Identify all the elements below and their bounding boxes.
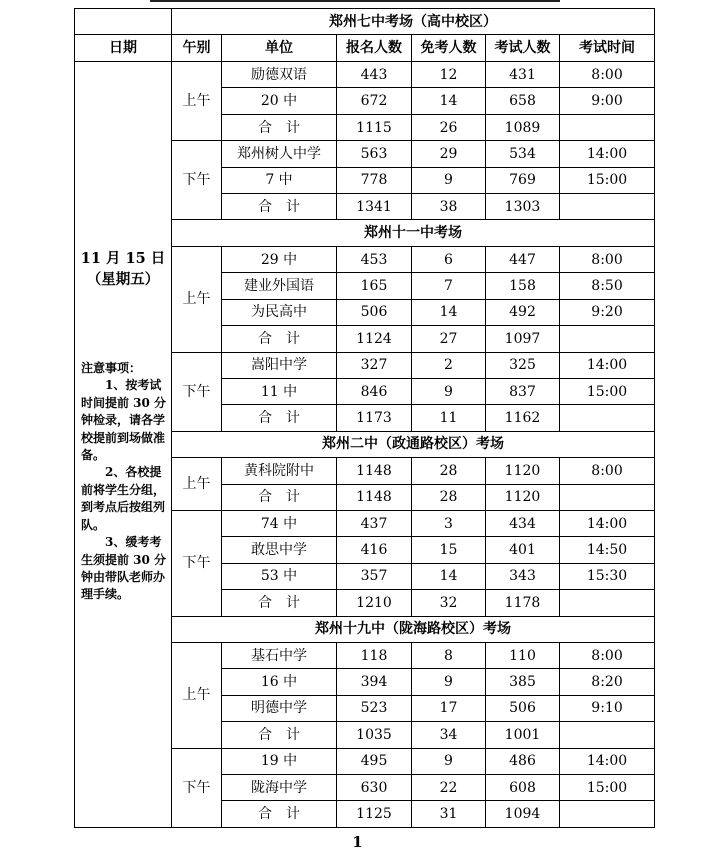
unit-name: 嵩阳中学 (222, 352, 337, 378)
period-afternoon: 下午 (172, 141, 222, 220)
unit-name: 11 中 (222, 378, 337, 404)
exam-time: 15:00 (560, 378, 655, 404)
header-time: 考试时间 (560, 35, 655, 62)
notes-box (81, 360, 167, 604)
unit-name: 19 中 (222, 748, 337, 774)
registered-count: 443 (337, 62, 412, 88)
header-registered: 报名人数 (337, 35, 412, 62)
total-time-empty (560, 326, 655, 352)
exempt-count: 9 (412, 167, 486, 193)
examinee-count: 506 (486, 695, 560, 721)
exam-schedule-table (74, 8, 655, 828)
exam-time: 14:50 (560, 537, 655, 563)
exempt-count: 3 (412, 510, 486, 536)
unit-name: 53 中 (222, 563, 337, 589)
exam-time: 14:00 (560, 352, 655, 378)
exam-time: 8:50 (560, 273, 655, 299)
examinee-count: 1120 (486, 458, 560, 484)
total-label: 合 计 (222, 590, 337, 616)
total-examinees: 1178 (486, 590, 560, 616)
exempt-count: 7 (412, 273, 486, 299)
period-morning: 上午 (172, 62, 222, 141)
total-time-empty (560, 484, 655, 510)
period-morning: 上午 (172, 642, 222, 748)
examinee-count: 658 (486, 88, 560, 114)
header-period: 午别 (172, 35, 222, 62)
header-examinees: 考试人数 (486, 35, 560, 62)
registered-count: 672 (337, 88, 412, 114)
examinee-count: 769 (486, 167, 560, 193)
total-time-empty (560, 194, 655, 220)
registered-count: 327 (337, 352, 412, 378)
examinee-count: 385 (486, 669, 560, 695)
unit-name: 基石中学 (222, 642, 337, 668)
exempt-count: 14 (412, 563, 486, 589)
total-label: 合 计 (222, 484, 337, 510)
total-exempt: 31 (412, 801, 486, 828)
registered-count: 523 (337, 695, 412, 721)
venue-title: 郑州七中考场（高中校区） (172, 9, 655, 35)
period-afternoon: 下午 (172, 510, 222, 616)
exempt-count: 8 (412, 642, 486, 668)
period-morning: 上午 (172, 246, 222, 352)
exam-time: 8:00 (560, 246, 655, 272)
total-exempt: 34 (412, 722, 486, 748)
registered-count: 506 (337, 299, 412, 325)
unit-name: 7 中 (222, 167, 337, 193)
exempt-count: 14 (412, 299, 486, 325)
unit-name: 明德中学 (222, 695, 337, 721)
column-header-row (75, 35, 655, 62)
header-rule (150, 0, 560, 2)
exam-time: 14:00 (560, 748, 655, 774)
venue-title: 郑州十九中（陇海路校区）考场 (172, 616, 655, 642)
notes-item-1: 1、按考试时间提前 30 分钟检录，请各学校提前到场做准备。 (81, 378, 167, 463)
exempt-count: 14 (412, 88, 486, 114)
exam-date-weekday: （星期五） (86, 271, 160, 289)
exempt-count: 12 (412, 62, 486, 88)
exempt-count: 9 (412, 378, 486, 404)
examinee-count: 401 (486, 537, 560, 563)
venue-title: 郑州二中（政通路校区）考场 (172, 431, 655, 457)
total-registered: 1173 (337, 405, 412, 431)
period-afternoon: 下午 (172, 352, 222, 431)
exam-time: 9:20 (560, 299, 655, 325)
notes-item-2: 2、各校提前将学生分组，到考点后按组列队。 (81, 465, 166, 532)
registered-count: 630 (337, 775, 412, 801)
total-label: 合 计 (222, 405, 337, 431)
header-exempt: 免考人数 (412, 35, 486, 62)
venue-title: 郑州十一中考场 (172, 220, 655, 246)
unit-name: 郑州树人中学 (222, 141, 337, 167)
exempt-count: 29 (412, 141, 486, 167)
exempt-count: 17 (412, 695, 486, 721)
examinee-count: 486 (486, 748, 560, 774)
exam-time: 9:00 (560, 88, 655, 114)
unit-name: 黄科院附中 (222, 458, 337, 484)
total-exempt: 26 (412, 114, 486, 140)
exam-time: 8:00 (560, 458, 655, 484)
total-exempt: 28 (412, 484, 486, 510)
unit-name: 16 中 (222, 669, 337, 695)
total-registered: 1210 (337, 590, 412, 616)
total-exempt: 11 (412, 405, 486, 431)
total-exempt: 32 (412, 590, 486, 616)
examinee-count: 447 (486, 246, 560, 272)
exam-time: 8:20 (560, 669, 655, 695)
total-registered: 1035 (337, 722, 412, 748)
unit-name: 励德双语 (222, 62, 337, 88)
schedule-row (75, 62, 655, 88)
registered-count: 846 (337, 378, 412, 404)
examinee-count: 534 (486, 141, 560, 167)
period-morning: 上午 (172, 458, 222, 511)
examinee-count: 325 (486, 352, 560, 378)
total-time-empty (560, 801, 655, 828)
date-notes-cell (75, 62, 172, 828)
exam-time: 8:00 (560, 62, 655, 88)
examinee-count: 431 (486, 62, 560, 88)
notes-title: 注意事项： (81, 361, 142, 376)
registered-count: 416 (337, 537, 412, 563)
total-time-empty (560, 405, 655, 431)
unit-name: 陇海中学 (222, 775, 337, 801)
registered-count: 165 (337, 273, 412, 299)
total-exempt: 38 (412, 194, 486, 220)
total-registered: 1124 (337, 326, 412, 352)
examinee-count: 434 (486, 510, 560, 536)
exam-time: 14:00 (560, 510, 655, 536)
exam-time: 8:00 (560, 642, 655, 668)
total-registered: 1341 (337, 194, 412, 220)
total-examinees: 1089 (486, 114, 560, 140)
total-label: 合 计 (222, 722, 337, 748)
total-label: 合 计 (222, 801, 337, 828)
examinee-count: 110 (486, 642, 560, 668)
registered-count: 778 (337, 167, 412, 193)
total-examinees: 1001 (486, 722, 560, 748)
unit-name: 74 中 (222, 510, 337, 536)
total-registered: 1115 (337, 114, 412, 140)
registered-count: 453 (337, 246, 412, 272)
total-registered: 1148 (337, 484, 412, 510)
venue-title-row (75, 9, 655, 35)
exempt-count: 9 (412, 669, 486, 695)
total-examinees: 1303 (486, 194, 560, 220)
exempt-count: 9 (412, 748, 486, 774)
period-afternoon: 下午 (172, 748, 222, 827)
date-block (75, 62, 171, 827)
header-unit: 单位 (222, 35, 337, 62)
registered-count: 437 (337, 510, 412, 536)
exempt-count: 22 (412, 775, 486, 801)
examinee-count: 343 (486, 563, 560, 589)
total-time-empty (560, 590, 655, 616)
notes-item-3: 3、缓考考生须提前 30 分钟由带队老师办理手续。 (81, 535, 167, 602)
registered-count: 394 (337, 669, 412, 695)
corner-cell (75, 9, 172, 35)
exam-time: 9:10 (560, 695, 655, 721)
unit-name: 为民高中 (222, 299, 337, 325)
total-time-empty (560, 114, 655, 140)
total-examinees: 1120 (486, 484, 560, 510)
header-date: 日期 (75, 35, 172, 62)
total-label: 合 计 (222, 114, 337, 140)
exam-time: 15:00 (560, 167, 655, 193)
registered-count: 118 (337, 642, 412, 668)
registered-count: 495 (337, 748, 412, 774)
registered-count: 563 (337, 141, 412, 167)
total-label: 合 计 (222, 194, 337, 220)
exam-date (75, 248, 171, 290)
exam-time: 14:00 (560, 141, 655, 167)
unit-name: 20 中 (222, 88, 337, 114)
examinee-count: 608 (486, 775, 560, 801)
examinee-count: 837 (486, 378, 560, 404)
total-label: 合 计 (222, 326, 337, 352)
registered-count: 357 (337, 563, 412, 589)
registered-count: 1148 (337, 458, 412, 484)
total-time-empty (560, 722, 655, 748)
unit-name: 敢思中学 (222, 537, 337, 563)
examinee-count: 492 (486, 299, 560, 325)
exempt-count: 6 (412, 246, 486, 272)
exempt-count: 2 (412, 352, 486, 378)
total-examinees: 1097 (486, 326, 560, 352)
unit-name: 建业外国语 (222, 273, 337, 299)
exempt-count: 15 (412, 537, 486, 563)
total-examinees: 1094 (486, 801, 560, 828)
exam-date-day: 11 月 15 日 (80, 250, 166, 268)
exam-time: 15:30 (560, 563, 655, 589)
total-registered: 1125 (337, 801, 412, 828)
examinee-count: 158 (486, 273, 560, 299)
exempt-count: 28 (412, 458, 486, 484)
exam-time: 15:00 (560, 775, 655, 801)
total-examinees: 1162 (486, 405, 560, 431)
page-number: 1 (352, 833, 363, 851)
total-exempt: 27 (412, 326, 486, 352)
unit-name: 29 中 (222, 246, 337, 272)
